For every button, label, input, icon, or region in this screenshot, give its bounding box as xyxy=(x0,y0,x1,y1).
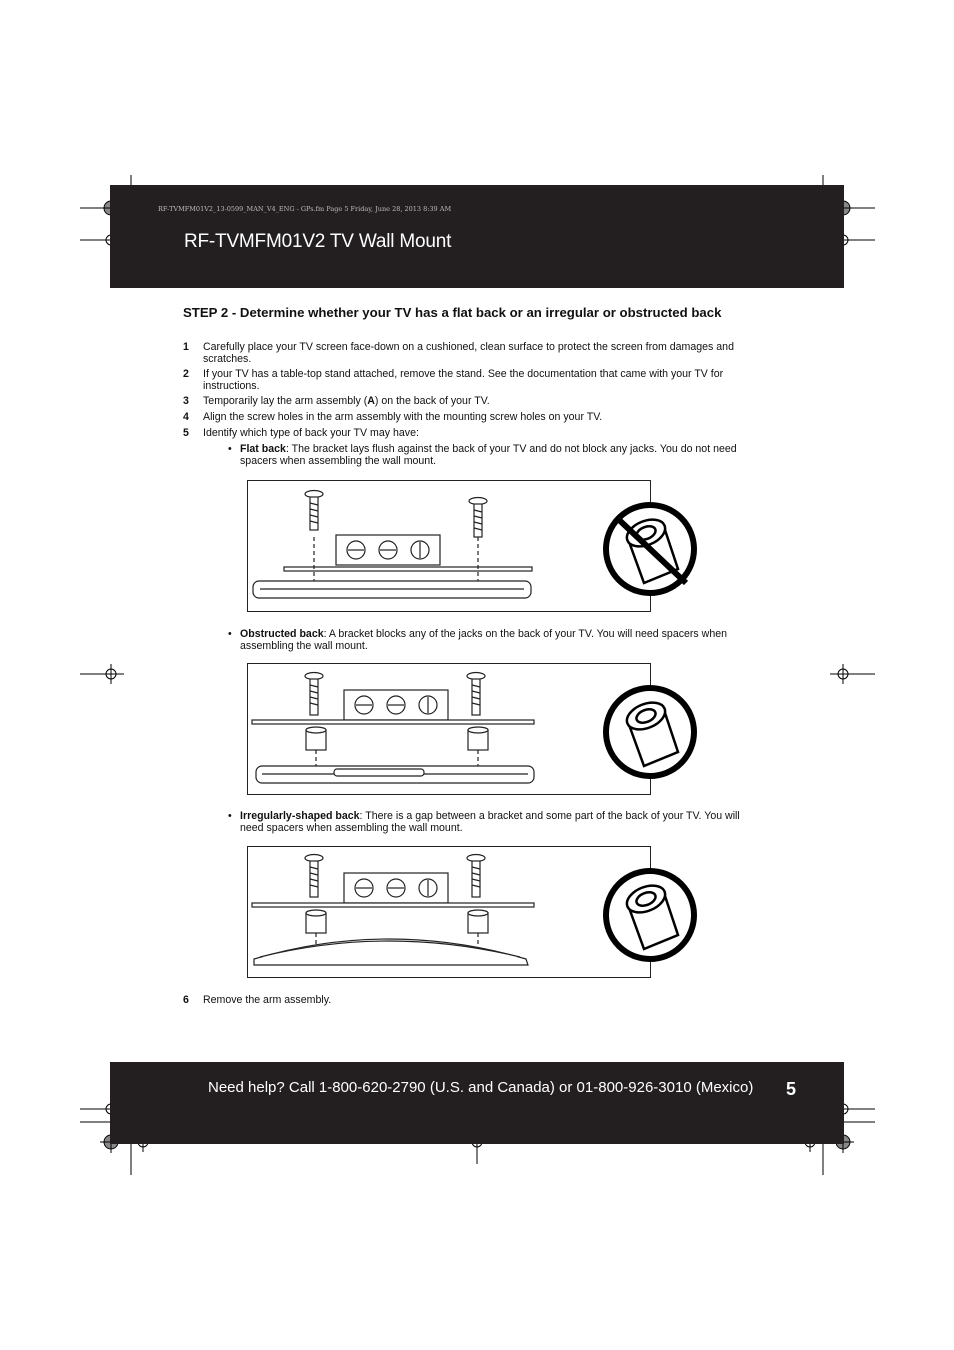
spacer-icon xyxy=(468,910,488,933)
spacer-icon xyxy=(306,727,326,750)
file-slug: RF-TVMFM01V2_13-0599_MAN_V4_ENG - GPs.fm Page 5 Friday, June 28, 2013 8:39 AM xyxy=(158,205,452,213)
page-number: 5 xyxy=(786,1079,797,1099)
screw-icon xyxy=(305,855,323,898)
page-title: RF-TVMFM01V2 TV Wall Mount xyxy=(184,231,452,252)
page-header xyxy=(110,185,844,288)
screw-icon xyxy=(467,673,485,716)
bracket-icon xyxy=(344,690,448,720)
help-line: Need help? Call 1-800-620-2790 (U.S. and Canada) or 01-800-926-3010 (Mexico) xyxy=(208,1079,754,1096)
figure-obstructed-back xyxy=(247,663,651,795)
page-footer xyxy=(110,1062,844,1144)
screw-icon xyxy=(305,491,323,531)
screw-icon xyxy=(305,673,323,716)
screw-icon xyxy=(469,498,487,538)
no-spacer-icon xyxy=(600,497,710,607)
registration-mark-icon xyxy=(101,664,121,684)
spacer-icon xyxy=(306,910,326,933)
bracket-icon xyxy=(344,873,448,903)
spacer-required-icon xyxy=(600,863,710,973)
figure-flat-back xyxy=(247,480,651,612)
step-heading: STEP 2 - Determine whether your TV has a flat back or an irregular or obstructed back xyxy=(183,305,722,320)
screw-icon xyxy=(467,855,485,898)
figure-irregular-back xyxy=(247,846,651,978)
spacer-icon xyxy=(468,727,488,750)
bracket-icon xyxy=(336,535,440,565)
spacer-required-icon xyxy=(600,680,710,790)
registration-mark-icon xyxy=(833,664,853,684)
